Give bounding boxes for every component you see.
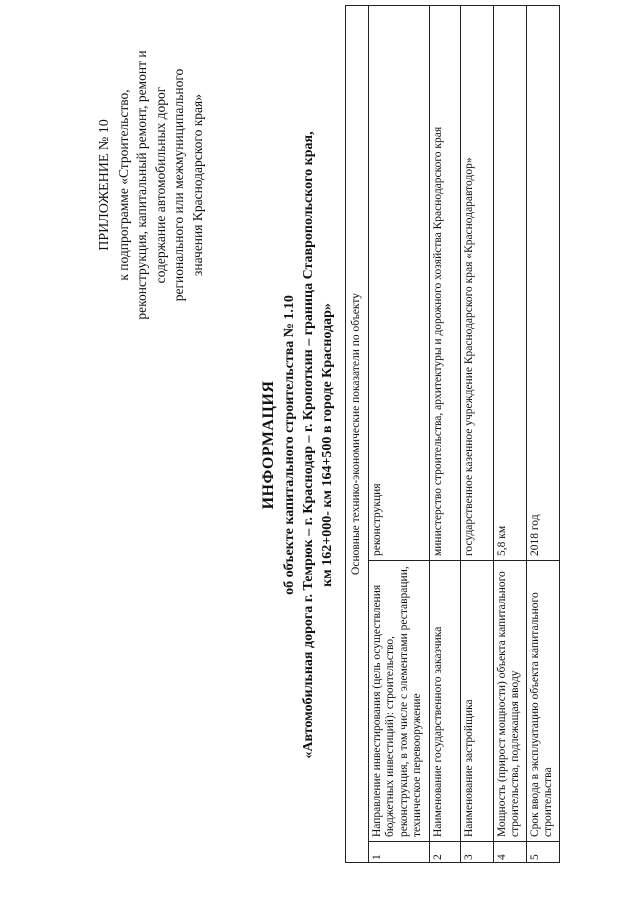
appendix-line: реконструкция, капитальный ремонт, ремонт и: [134, 50, 149, 320]
table-row: [429, 6, 460, 863]
info-heading: ИНФОРМАЦИЯ: [260, 380, 277, 510]
row-value: реконструкция: [368, 6, 429, 561]
row-value: государственное казенное учреждение Краснодарского края «Краснодаравтодор»: [460, 6, 493, 561]
row-indicator: Наименование застройщика: [460, 561, 493, 842]
row-indicator: Мощность (прирост мощности) объекта капитального строительства, подлежащая вводу: [493, 561, 526, 842]
appendix-header: [96, 25, 207, 345]
table-row: [493, 6, 526, 863]
row-number: 5: [526, 842, 559, 863]
appendix-line: содержание автомобильных дорог: [152, 86, 168, 284]
row-indicator: Срок ввода в эксплуатацию объекта капитального строительства: [526, 561, 559, 842]
row-value: 5,8 км: [493, 6, 526, 561]
row-value: министерство строительства, архитектуры и дорожного хозяйства Краснодарского края: [429, 6, 460, 561]
info-subheading: об объекте капитального строительства № 1.10: [282, 295, 297, 595]
appendix-line: к подпрограмме «Строительство,: [115, 89, 131, 281]
table-caption: Основные технико-экономические показатели по объекту: [346, 6, 369, 863]
row-indicator: Направление инвестирования (цель осуществления бюджетных инвестиций): строительство, реконструкция, в том числе с элементами реставрации, техническое перевооружение: [368, 561, 429, 842]
row-indicator: Наименование государственного заказчика: [429, 561, 460, 842]
table-row: [526, 6, 559, 863]
appendix-title: ПРИЛОЖЕНИЕ № 10: [97, 119, 112, 251]
info-block: [258, 25, 337, 865]
table-row: [368, 6, 429, 863]
row-value: 2018 год: [526, 6, 559, 561]
indicators-table: [345, 5, 560, 863]
row-number: 1: [368, 842, 429, 863]
table-row: [460, 6, 493, 863]
row-number: 3: [460, 842, 493, 863]
object-name-line2: км 162+000- км 164+500 в городе Краснодар»: [320, 303, 335, 587]
row-number: 2: [429, 842, 460, 863]
appendix-line: значения Краснодарского края»: [189, 94, 205, 276]
object-name-line1: «Автомобильная дорога г. Темрюк – г. Краснодар – г. Кропоткин – граница Ставропольского края,: [301, 131, 316, 759]
appendix-line: регионального или межмуниципального: [171, 68, 186, 302]
row-number: 4: [493, 842, 526, 863]
